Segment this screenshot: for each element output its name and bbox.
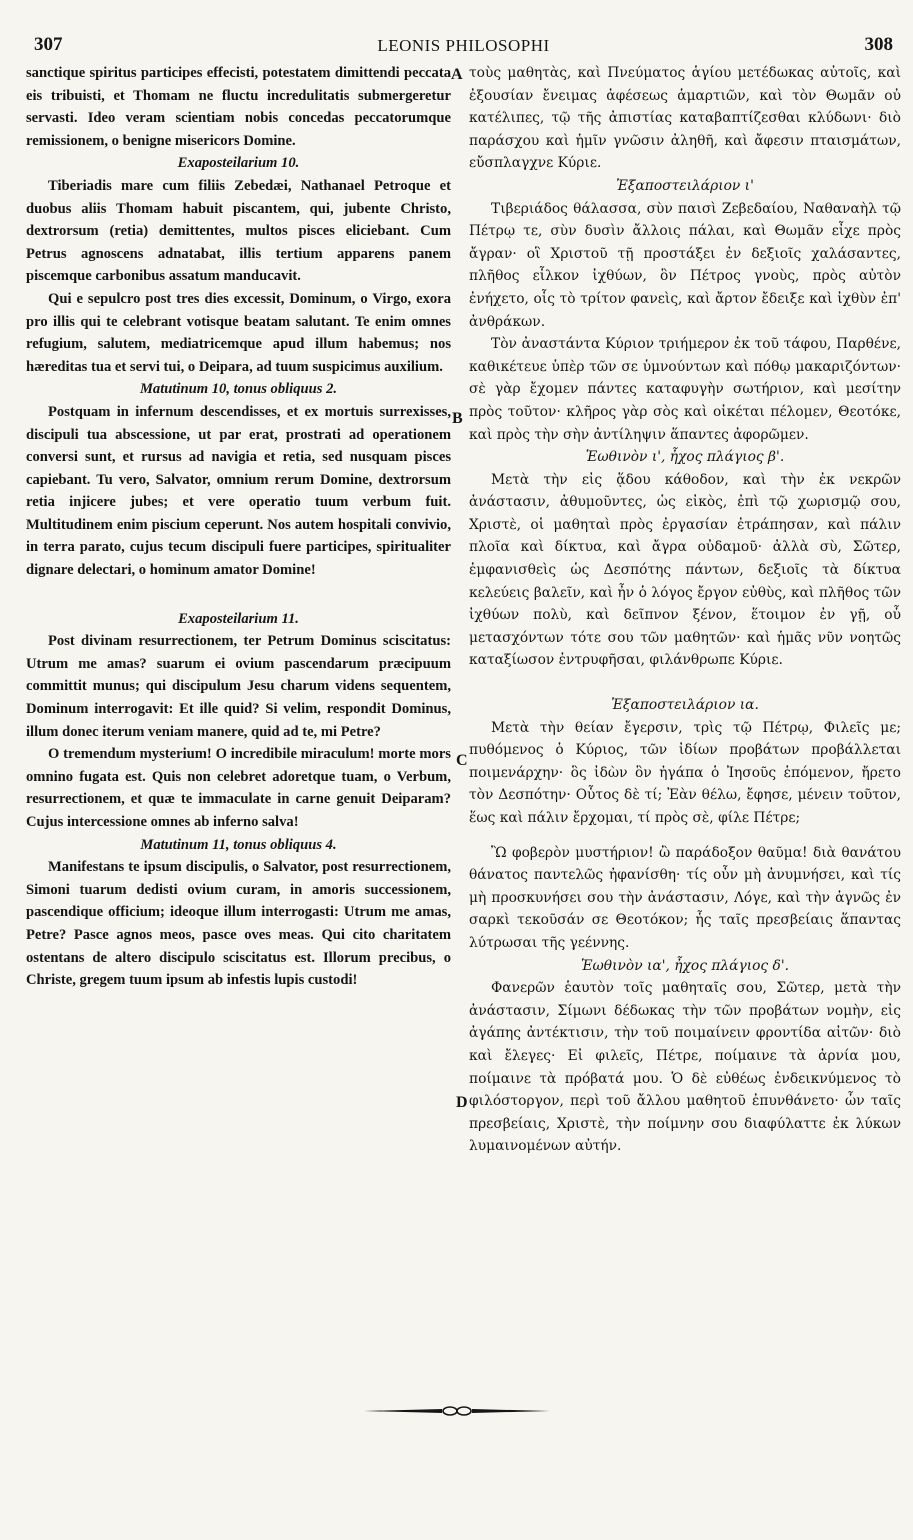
latin-paragraph-7: Manifestans te ipsum discipulis, o Salvator, post resurrectionem, Simoni tuarum dedisti ovium curam, in amoris successionem, pascendique officium; ideoque illum interrogasti: Utrum me amas, Petre? Pasce agnos meos, pasce oves meas. Qui cito charitatem ostentans de altero discipulo sciscitatus est. Illorum precibus, o Christe, gregem tuum ipsum ab infestis lupis custodi! — [26, 859, 451, 989]
greek-heading-1: Ἐξαποστειλάριον ι' — [616, 177, 754, 194]
page-number-right: 308 — [864, 34, 893, 55]
ornamental-rule — [0, 1404, 913, 1423]
latin-heading-4: Matutinum 11, tonus obliquus 4. — [140, 836, 337, 853]
latin-heading-3: Exaposteilarium 11. — [178, 610, 299, 627]
greek-paragraph-2: Τιβεριάδος θάλασσα, σὺν παισὶ Ζεβεδαίου, Ναθαναὴλ τῷ Πέτρῳ τε, σὺν δυσὶν ἄλλοις πάλαι, καὶ Θωμᾶν εἶχε πρὸς ἄγραν· οἳ Χριστοῦ τῇ προστάξει ἐν δεξιοῖς χαλάσαντες, πλῆθος εἷλκον ἰχθύων, ὃν Πέτρος γνοὺς, πρὸς αὐτὸν ἐνήχετο, οἷς τὸ τρίτον φανεὶς, καὶ ἄρτον ἔδειξε καὶ ἰχθὺν ἐπ' ἀνθράκων. — [469, 200, 901, 330]
greek-heading-3: Ἐξαποστειλάριον ια. — [611, 697, 759, 714]
greek-paragraph-4: Μετὰ τὴν εἰς ᾅδου κάθοδον, καὶ τὴν ἐκ νεκρῶν ἀνάστασιν, ἀθυμοῦντες, ὡς εἰκὸς, ἐπὶ τῷ χωρισμῷ σου, Χριστὲ, οἱ μαθηταὶ πρὸς ἐργασίαν ἐτράπησαν, καὶ πάλιν πλοῖα καὶ δίκτυα, καὶ ἄγρα οὐδαμοῦ· ἀλλὰ σὺ, Σῶτερ, ἐμφανισθεὶς ὡς Δεσπότης πάντων, δεξιοῖς τὰ δίκτυα κελεύεις βαλεῖν, καὶ ἦν ὁ λόγος ἔργον εὐθὺς, καὶ πλῆθος τῶν ἰχθύων πολὺ, καὶ δεῖπνον ξένον, ἕτοιμον ἐν γῇ, οὗ μετασχόντων τότε σου τῶν μαθητῶν· καὶ ἡμᾶς νῦν νοητῶς καταξίωσον ἐντρυφῆσαι, φιλάνθρωπε Κύριε. — [469, 471, 901, 669]
greek-heading-4: Ἑωθινὸν ια', ἦχος πλάγιος δ'. — [580, 957, 790, 974]
page-header — [26, 28, 901, 62]
latin-paragraph-5: Post divinam resurrectionem, ter Petrum Dominus sciscitatus: Utrum me amas? suarum ei ovium pascendarum præcipuum committit munus; qui discipulum Jesu charum videns sequentem, Dominum interrogavit: Et ille quid? Si velim, respondit Dominus, illum donec iterum veniam manere, quid ad te, mi Petre? — [26, 633, 451, 740]
greek-paragraph-3: Τὸν ἀναστάντα Κύριον τριήμερον ἐκ τοῦ τάφου, Παρθένε, καθικέτευε ὑπὲρ τῶν σε ὑμνούντων καὶ πόθῳ μακαριζόντων· σὲ γὰρ ἔχομεν πάντες καταφυγὴν σωτήριον, καὶ μεσίτην πρὸς τοῦτον· κλῆρος γὰρ σὸς καὶ οἰκέται πέλομεν, Θεοτόκε, καὶ πρὸς τὴν σὴν ἀντίληψιν ἅπαντες ἀφορῶμεν. — [469, 336, 901, 443]
margin-marker-d: D — [456, 1094, 468, 1111]
latin-paragraph-3: Qui e sepulcro post tres dies excessit, Dominum, o Virgo, exora pro illis qui te celebrant votisque beatam salutant. Te enim omnes refugium, salutem, mediatricemque apud illum habemus; nos hæreditas tua et servi tui, o Deipara, ad tuum suspicimus auxilium. — [26, 290, 451, 375]
latin-paragraph-6: O tremendum mysterium! O incredibile miraculum! morte mors omnino fugata est. Quis non celebret adoretque tuam, o Verbum, resurrectionem, et quæ te immaculate in carne genuit Deiparam? Cujus intercessione omnes ab inferno salva! — [26, 746, 451, 830]
margin-marker-a: A — [451, 66, 463, 83]
latin-heading-1: Exaposteilarium 10. — [177, 155, 300, 172]
latin-column — [26, 62, 451, 1158]
greek-paragraph-6: Ὢ φοβερὸν μυστήριον! ὢ παράδοξον θαῦμα! διὰ θανάτου θάνατος παντελῶς ἠφανίσθη· τίς οὖν μὴ ἀνυμνήσει, καὶ τίς μὴ προσκυνήσει σου τὴν ἀνάστασιν, Λόγε, καὶ τὴν ἁγνῶς ἐν σαρκὶ τεκοῦσάν σε Θεοτόκον; ἧς ταῖς πρεσβείαις ἅπαντας λύτρωσαι τῆς γεέννης. — [469, 844, 901, 951]
margin-marker-b: B — [452, 410, 463, 427]
page-number-left: 307 — [34, 34, 63, 55]
latin-paragraph-1: sanctique spiritus participes effecisti, potestatem dimittendi peccata eis tribuisti, et Thomam ne fluctu incredulitatis submergeretur servasti. Ideo veram scientiam nobis concedas peccatorumque remissionem, o benigne misericors Domine. — [26, 65, 451, 149]
greek-paragraph-1: τοὺς μαθητὰς, καὶ Πνεύματος ἁγίου μετέδωκας αὐτοῖς, καὶ ἐξουσίαν ἔνειμας ἀφέσεως ἁμαρτιῶν, καὶ τὸν Θωμᾶν οὐ κατέλιπες, τῷ τῆς ἀπιστίας καταβαπτίζεσθαι κλύδωνι· διὸ παράσχου καὶ ἡμῖν γνῶσιν ἀληθῆ, καὶ ἄφεσιν πταισμάτων, εὔσπλαγχνε Κύριε. — [469, 65, 901, 172]
running-title: LEONIS PHILOSOPHI — [377, 36, 550, 55]
two-column-body — [26, 62, 901, 1158]
margin-marker-c: C — [456, 752, 468, 769]
ornament-divider-icon — [362, 1404, 552, 1418]
greek-paragraph-7: Φανερῶν ἑαυτὸν τοῖς μαθηταῖς σου, Σῶτερ, μετὰ τὴν ἀνάστασιν, Σίμωνι δέδωκας τὴν τῶν προβάτων νομὴν, εἰς ἀγάπης ἀντέκτισιν, τὴν τοῦ ποιμαίνειν φροντίδα αἰτῶν· διὸ καὶ ἔλεγες· Εἰ φιλεῖς, Πέτρε, ποίμαινε τὰ ἀρνία μου, ποίμαινε τὰ πρόβατά μου. Ὁ δὲ εὐθέως ἐνδεικνύμενος τὸ φιλόστοργον, περὶ τοῦ ἄλλου μαθητοῦ ἐπυνθάνετο· ὧν ταῖς πρεσβείαις, Χριστὲ, τὴν ποίμνην σου διαφύλαττε ἐκ λύκων λυμαινομένων αὐτήν. — [469, 980, 901, 1155]
greek-heading-2: Ἑωθινὸν ι', ἦχος πλάγιος β'. — [585, 449, 785, 466]
latin-heading-2: Matutinum 10, tonus obliquus 2. — [139, 381, 338, 398]
latin-paragraph-4: Postquam in infernum descendisses, et ex mortuis surrexisses, discipuli tua abscessione, ut par erat, prostrati ad operationem conversi sunt, et rursus ad navigia et retia, sed nusquam pisces capiebant. Tu vero, Salvator, omnium rerum Domine, dextrorsum retia injicere jubes; et vere operatio tuum verbum fuit. Multitudinem enim piscium ceperunt. Nos autem hospitali convivio, in terra parato, cujus tecum discipuli fuere participes, spiritualiter dignare delectari, o hominum amator Domine! — [26, 403, 451, 579]
latin-paragraph-2: Tiberiadis mare cum filiis Zebedæi, Nathanael Petroque et duobus aliis Thomam habuit piscantem, qui, jubente Christo, dextrorsum (retia) demittentes, multos pisces eliciebant. Cum Petrus agnoscens adnatabat, illis tertium apparens panem piscemque carbonibus assatum manducavit. — [26, 177, 451, 285]
greek-paragraph-5: Μετὰ τὴν θείαν ἔγερσιν, τρὶς τῷ Πέτρῳ, Φιλεῖς με; πυθόμενος ὁ Κύριος, τῶν ἰδίων προβάτων προβάλλεται ποιμενάρχην· ὃς ἰδὼν ὃν ἠγάπα ὁ Ἰησοῦς ἑπόμενον, ἤρετο τὸν Δεσπότην· Οὗτος δὲ τί; Ἐὰν θέλω, ἔφησε, μένειν τοῦτον, ἕως καὶ πάλιν ἔρχομαι, τί πρὸς σὲ, φίλε Πέτρε; — [469, 719, 901, 826]
greek-column — [469, 62, 901, 1158]
